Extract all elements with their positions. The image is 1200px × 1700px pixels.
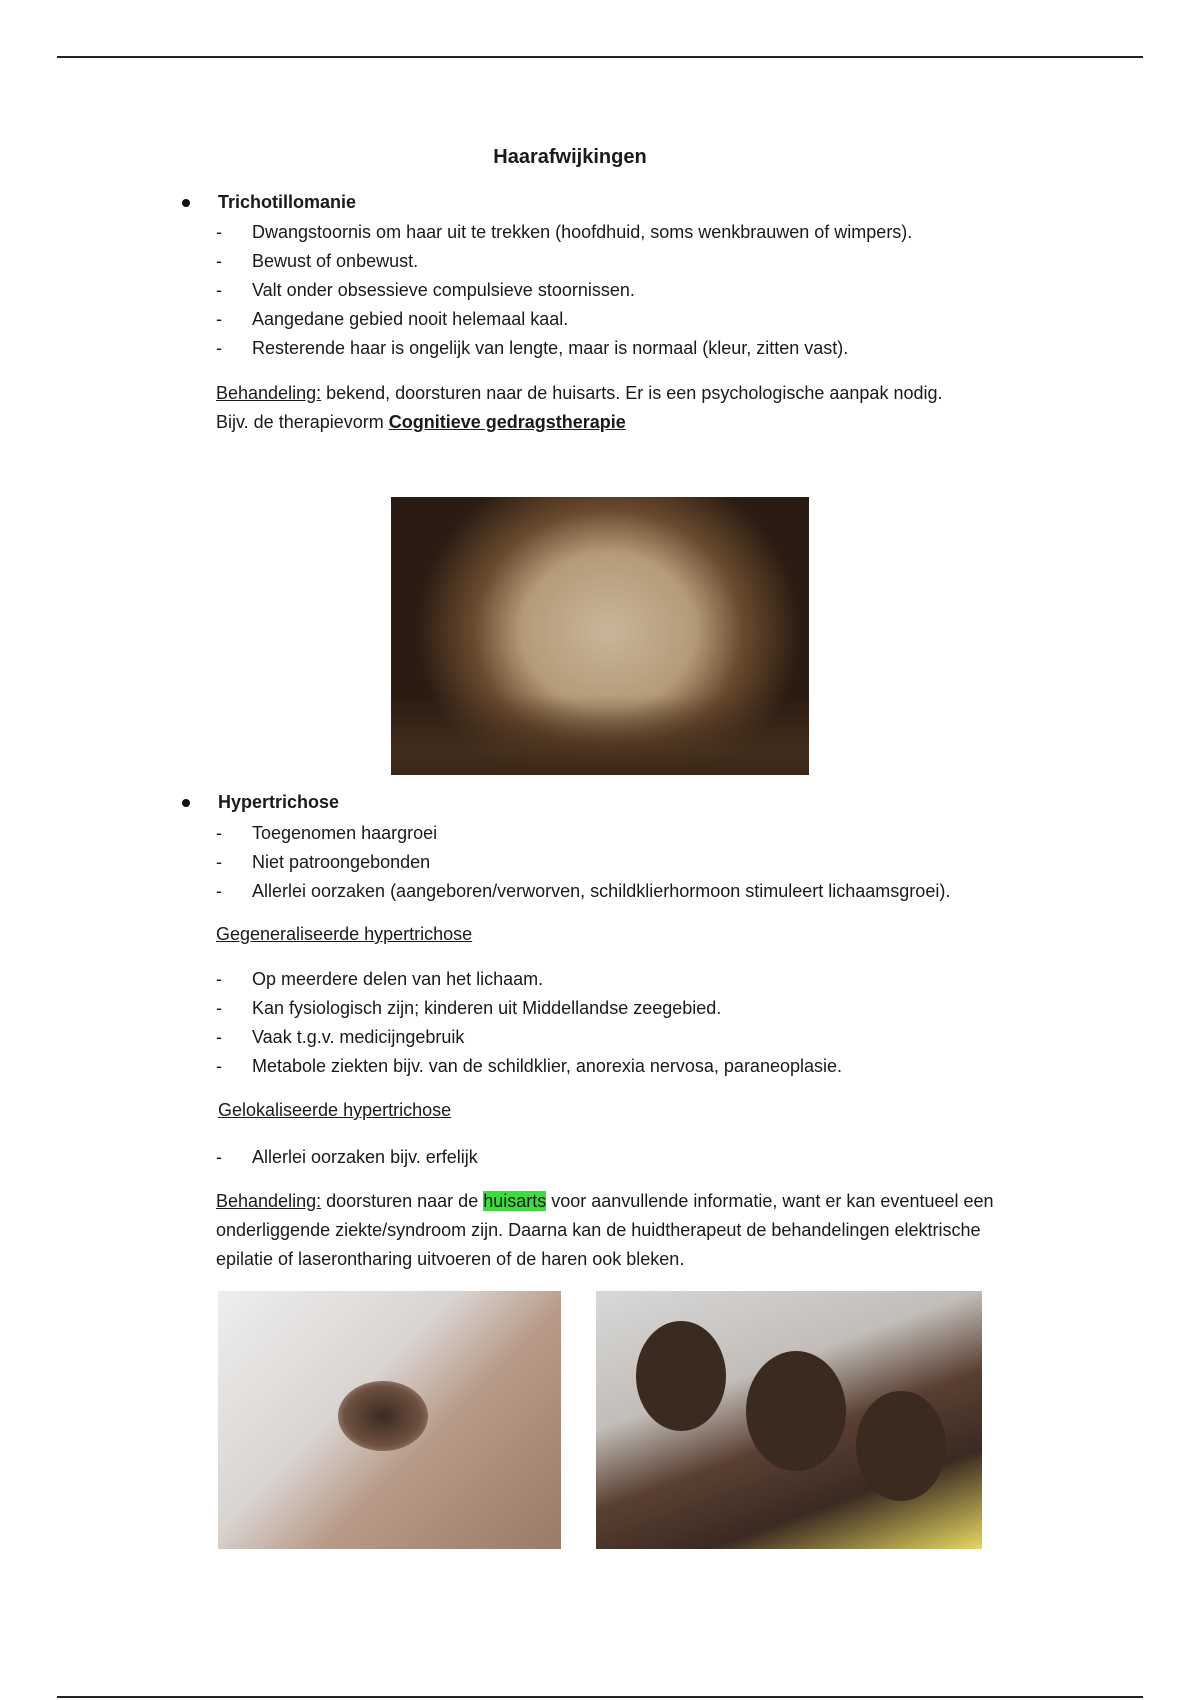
bottom-rule bbox=[57, 1696, 1143, 1698]
therapy-link[interactable]: Cognitieve gedragstherapie bbox=[388, 412, 626, 432]
generalized-list bbox=[216, 965, 842, 1081]
list-item: - Metabole ziekten bijv. van de schildklier, anorexia nervosa, paraneoplasie. bbox=[216, 1052, 842, 1081]
bullet-icon bbox=[182, 799, 190, 807]
treatment-text: bekend, doorsturen naar de huisarts. Er is een psychologische aanpak nodig. bbox=[321, 383, 943, 403]
hypertrichosis-family-photo bbox=[596, 1291, 982, 1549]
localized-list bbox=[216, 1143, 478, 1172]
section-heading-text: Trichotillomanie bbox=[218, 192, 357, 212]
list-item: - Vaak t.g.v. medicijngebruik bbox=[216, 1023, 842, 1052]
scalp-bald-patch-photo bbox=[391, 497, 809, 775]
treatment-label: Behandeling: bbox=[216, 1191, 322, 1211]
list-item: - Kan fysiologisch zijn; kinderen uit Middellandse zeegebied. bbox=[216, 994, 842, 1023]
list-item: - Valt onder obsessieve compulsieve stoornissen. bbox=[216, 276, 912, 305]
hypertrichose-list bbox=[216, 819, 950, 906]
section-heading-text: Hypertrichose bbox=[218, 792, 340, 812]
subheading-localized: Gelokaliseerde hypertrichose bbox=[218, 1100, 452, 1120]
list-item: - Toegenomen haargroei bbox=[216, 819, 950, 848]
list-item: - Dwangstoornis om haar uit te trekken (hoofdhuid, soms wenkbrauwen of wimpers). bbox=[216, 218, 912, 247]
list-item: - Op meerdere delen van het lichaam. bbox=[216, 965, 842, 994]
subheading-generalized: Gegeneraliseerde hypertrichose bbox=[216, 924, 473, 944]
list-item: - Allerlei oorzaken bijv. erfelijk bbox=[216, 1143, 478, 1172]
section-hypertrichose-heading bbox=[182, 792, 339, 813]
list-item: - Bewust of onbewust. bbox=[216, 247, 912, 276]
list-item: - Aangedane gebied nooit helemaal kaal. bbox=[216, 305, 912, 334]
treatment-post: voor aanvullende informatie, want er kan eventueel een onderliggende ziekte/syndroom zijn. Daarna kan de huidtherapeut de behandelingen elektrische epilatie of laserontharing uitvoeren of de haren ook bleken. bbox=[216, 1191, 994, 1269]
bullet-icon bbox=[182, 199, 190, 207]
trichotillomanie-treatment bbox=[216, 379, 1096, 437]
treatment-pre: doorsturen naar de bbox=[321, 1191, 484, 1211]
page-title: Haarafwijkingen bbox=[493, 146, 647, 168]
list-item: - Resterende haar is ongelijk van lengte, maar is normaal (kleur, zitten vast). bbox=[216, 334, 912, 363]
treatment-line2: Bijv. de therapievorm bbox=[216, 412, 389, 432]
treatment-label: Behandeling: bbox=[216, 383, 322, 403]
top-rule bbox=[57, 56, 1143, 58]
list-item: - Allerlei oorzaken (aangeboren/verworven, schildklierhormoon stimuleert lichaamsgroei). bbox=[216, 877, 950, 906]
list-item: - Niet patroongebonden bbox=[216, 848, 950, 877]
section-trichotillomanie-heading bbox=[182, 192, 356, 213]
highlighted-huisarts: huisarts bbox=[483, 1191, 547, 1211]
hypertrichose-treatment bbox=[216, 1187, 1016, 1274]
trichotillomanie-list bbox=[216, 218, 912, 363]
localized-hair-patch-photo bbox=[218, 1291, 561, 1549]
